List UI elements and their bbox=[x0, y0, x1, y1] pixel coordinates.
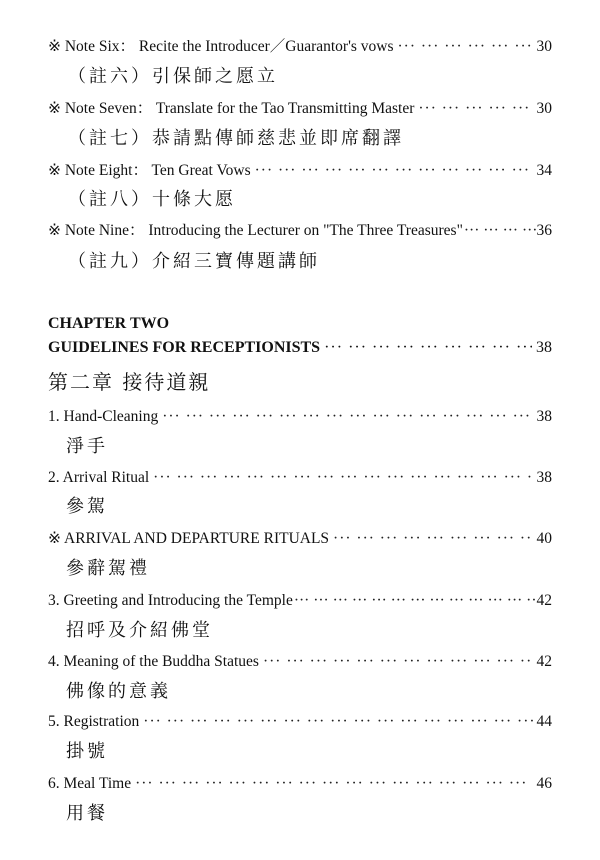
page-number: 34 bbox=[536, 162, 552, 179]
entry-chinese-title: 佛像的意義 bbox=[66, 681, 171, 702]
page-number: 30 bbox=[536, 38, 552, 55]
entry-title: 1. Hand-Cleaning bbox=[48, 408, 159, 425]
toc-entry-note-eight[interactable] bbox=[48, 161, 552, 181]
page-number: 38 bbox=[536, 339, 552, 356]
page-number: 40 bbox=[536, 530, 552, 547]
entry-chinese-title: 參駕 bbox=[66, 496, 108, 517]
entry-title: 4. Meaning of the Buddha Statues bbox=[48, 653, 259, 670]
page-number: 38 bbox=[536, 469, 552, 486]
chapter-chinese-title: 第二章 接待道親 bbox=[48, 370, 211, 394]
toc-entry-hand-cleaning[interactable] bbox=[48, 407, 552, 427]
entry-chinese-title: 參辭駕禮 bbox=[66, 558, 150, 579]
entry-chinese-title: （註七）恭請點傳師慈悲並即席翻譯 bbox=[68, 128, 404, 149]
toc-entry-note-nine[interactable] bbox=[48, 221, 552, 241]
dot-leader bbox=[294, 591, 537, 611]
dot-leader bbox=[143, 712, 532, 732]
entry-title: ※ Note Six： Recite the Introducer／Guarantor's vows bbox=[48, 38, 394, 55]
dot-leader bbox=[418, 99, 532, 119]
chapter-heading: CHAPTER TWO bbox=[48, 315, 170, 332]
entry-title: 5. Registration bbox=[48, 713, 140, 730]
entry-title: ※ Note Nine： Introducing the Lecturer on "The Three Treasures" bbox=[48, 222, 463, 239]
entry-title: 6. Meal Time bbox=[48, 775, 132, 792]
entry-title: ※ Note Eight： Ten Great Vows bbox=[48, 162, 251, 179]
toc-entry-arrival-ritual[interactable] bbox=[48, 468, 552, 488]
entry-chinese-title: 招呼及介紹佛堂 bbox=[66, 620, 213, 641]
dot-leader bbox=[398, 37, 533, 57]
dot-leader bbox=[153, 468, 532, 488]
entry-chinese-title: 掛號 bbox=[66, 741, 108, 762]
chapter-subheading: GUIDELINES FOR RECEPTIONISTS bbox=[48, 339, 321, 356]
page-number: 46 bbox=[536, 775, 552, 792]
page-number: 42 bbox=[536, 592, 552, 609]
page-number: 42 bbox=[536, 653, 552, 670]
page-number: 44 bbox=[536, 713, 552, 730]
page-number: 30 bbox=[536, 100, 552, 117]
entry-title: ※ ARRIVAL AND DEPARTURE RITUALS bbox=[48, 530, 330, 547]
toc-entry-registration[interactable] bbox=[48, 712, 552, 732]
dot-leader bbox=[135, 774, 532, 794]
toc-entry-greeting[interactable] bbox=[48, 591, 552, 611]
page-number: 38 bbox=[536, 408, 552, 425]
toc-entry-arrival-departure[interactable] bbox=[48, 529, 552, 549]
toc-entry-buddha-statues[interactable] bbox=[48, 652, 552, 672]
toc-entry-note-six[interactable] bbox=[48, 37, 552, 57]
entry-chinese-title: （註八）十條大愿 bbox=[68, 189, 236, 210]
entry-title: 2. Arrival Ritual bbox=[48, 469, 150, 486]
dot-leader bbox=[324, 338, 532, 358]
entry-chinese-title: （註九）介紹三寶傳題講師 bbox=[68, 251, 320, 272]
dot-leader bbox=[464, 221, 537, 241]
dot-leader bbox=[333, 529, 532, 549]
dot-leader bbox=[255, 161, 533, 181]
entry-title: ※ Note Seven： Translate for the Tao Transmitting Master bbox=[48, 100, 415, 117]
dot-leader bbox=[162, 407, 532, 427]
entry-title: 3. Greeting and Introducing the Temple bbox=[48, 592, 293, 609]
entry-chinese-title: 淨手 bbox=[66, 436, 108, 457]
toc-entry-note-seven[interactable] bbox=[48, 99, 552, 119]
toc-entry-meal-time[interactable] bbox=[48, 774, 552, 794]
dot-leader bbox=[263, 652, 533, 672]
page-number: 36 bbox=[536, 222, 552, 239]
toc-entry-chapter-two[interactable] bbox=[48, 338, 552, 358]
entry-chinese-title: （註六）引保師之愿立 bbox=[68, 66, 278, 87]
entry-chinese-title: 用餐 bbox=[66, 803, 108, 824]
